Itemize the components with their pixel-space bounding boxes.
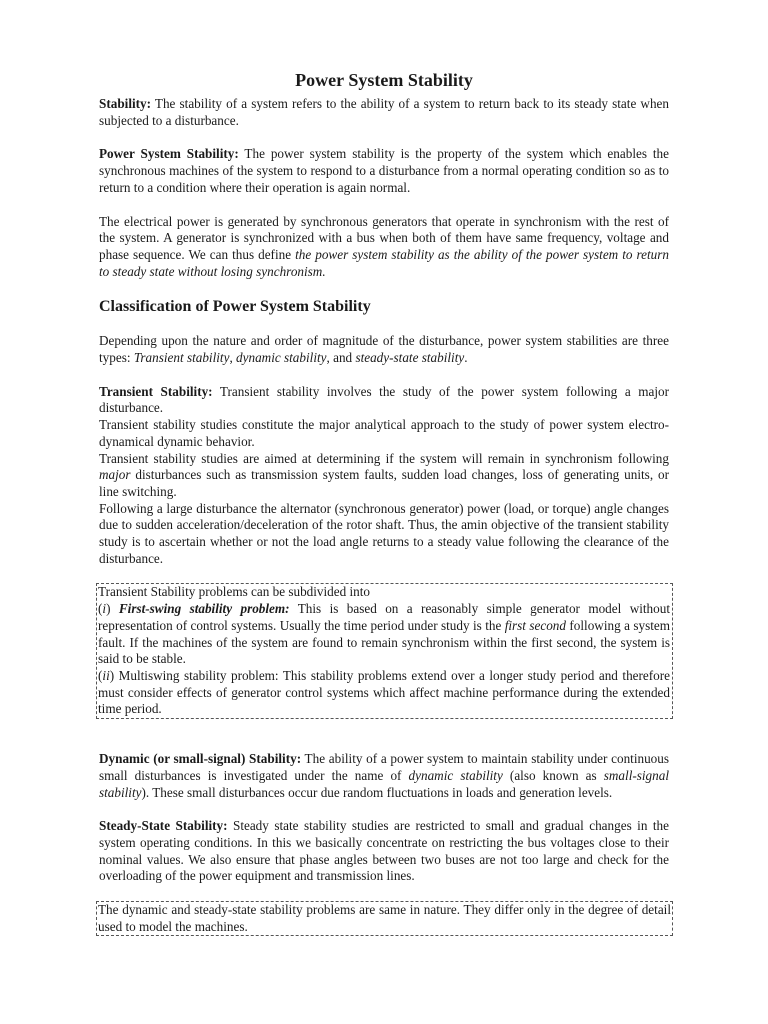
classification-sep: , and [326,350,356,366]
box1-item-ii: (ii) Multiswing stability problem: This stability problems extend over a longer study period and therefore must consider effects of generator control systems which affect machine performance during the extended time period. [98,667,670,717]
box1-item-i: (i) First-swing stability problem: This is based on a reasonably simple generator model without representation of control systems. Usually the time period under study is the first second following a system fault. If the machines of the system are found to remain synchronism within the first second, the system is said to be stable. [98,601,670,667]
classification-sep: , [229,350,237,366]
classification-end: . [464,350,468,366]
dynamic-paragraph [99,751,669,801]
electrical-italic: the power system stability as the ability of the power system to return to steady state without losing synchronism. [99,246,669,279]
transient-p3-text: disturbances such as transmission system faults, sudden load changes, loss of generating units, or line switching. [99,467,669,499]
box1-item-i-italic: first second [504,617,566,633]
stability-paragraph [99,96,669,129]
box1-item-i-text: following a system fault. If the machines of the system are found to remain synchronism within the first second, the system is said to be stable. [98,617,670,667]
box1-intro: Transient Stability problems can be subdivided into [98,584,371,600]
classification-type-steady: steady-state stability [355,350,465,366]
classification-paragraph [99,333,669,366]
electrical-text: The electrical power is generated by synchronous generators that operate in synchronism with the rest of the system. A generator is synchronized with a bus when both of them have same frequency, voltage and phase sequence. We can thus define [99,213,669,262]
classification-type-dynamic: dynamic stability [236,350,327,366]
dynamic-text: (also known as [502,767,604,783]
transient-p2: Transient stability studies constitute the major analytical approach to the study of power system electro-dynamical dynamic behavior. [99,417,669,449]
stability-text: The stability of a system refers to the ability of a system to return back to its steady state when subjected to a disturbance. [99,96,669,128]
pss-label: Power System Stability: [99,146,239,162]
classification-heading: Classification of Power System Stability [99,298,371,316]
transient-p1 [99,384,669,417]
transient-p3-text: Transient stability studies are aimed at determining if the system will remain in synchronism following [99,450,669,466]
dynamic-italic: small-signal stability [99,767,669,800]
box1-item-i-text: This is based on a reasonably simple generator model without representation of control systems. Usually the time period under study is the [98,601,670,633]
transient-p4: Following a large disturbance the alternator (synchronous generator) power (load, or torque) angle changes due to sudden acceleration/deceleration of the rotor shaft. Thus, the amin objective of the transient stability study is to ascertain whether or not the load angle returns to a steady value following the clearance of the disturbance. [99,500,669,566]
document-page [99,68,669,936]
classification-type-transient: Transient stability [133,350,230,366]
electrical-paragraph [99,214,669,281]
transient-p1-text: Transient stability involves the study of the power system following a major disturbance. [99,383,670,416]
box1-item-ii-number: ii [102,667,110,683]
page-title: Power System Stability [295,70,473,90]
box1-item-i-number: i [102,601,107,617]
dynamic-label: Dynamic (or small-signal) Stability: [99,751,302,767]
dynamic-italic: dynamic stability [408,767,503,783]
steady-paragraph [99,818,669,885]
note-text: The dynamic and steady-state stability problems are same in nature. They differ only in the degree of detail used to model the machines. [98,902,671,934]
transient-subdivision-box [96,583,673,719]
steady-text: Steady state stability studies are restricted to small and gradual changes in the system operating conditions. In this we basically concentrate on restricting the bus voltages close to their nominal values. We also ensure that phase angles between two buses are not too large and check for the overloading of the power equipment and transmission lines. [99,818,669,884]
transient-label: Transient Stability: [99,383,213,399]
box1-item-ii-text: Multiswing stability problem: This stability problems extend over a longer study period and therefore must consider effects of generator control systems which affect machine performance during the extended time period. [98,667,670,717]
note-box [96,901,673,936]
transient-p3-italic: major [99,467,131,483]
transient-p3 [99,451,669,501]
classification-intro: Depending upon the nature and order of magnitude of the disturbance, power system stabilities are three types: [99,333,669,366]
steady-label: Steady-State Stability: [99,818,228,834]
dynamic-text: ). These small disturbances occur due random fluctuations in loads and generation levels. [141,784,613,800]
box1-item-i-label: First-swing stability problem: [118,601,290,617]
dynamic-text: The ability of a power system to maintain stability under continuous small disturbances is investigated under the name of [99,751,669,783]
pss-text: The power system stability is the property of the system which enables the synchronous machines of the system to respond to a disturbance from a normal operating condition so as to return to a condition where their operation is again normal. [99,146,669,195]
stability-label: Stability: [99,96,152,111]
pss-paragraph [99,146,669,196]
